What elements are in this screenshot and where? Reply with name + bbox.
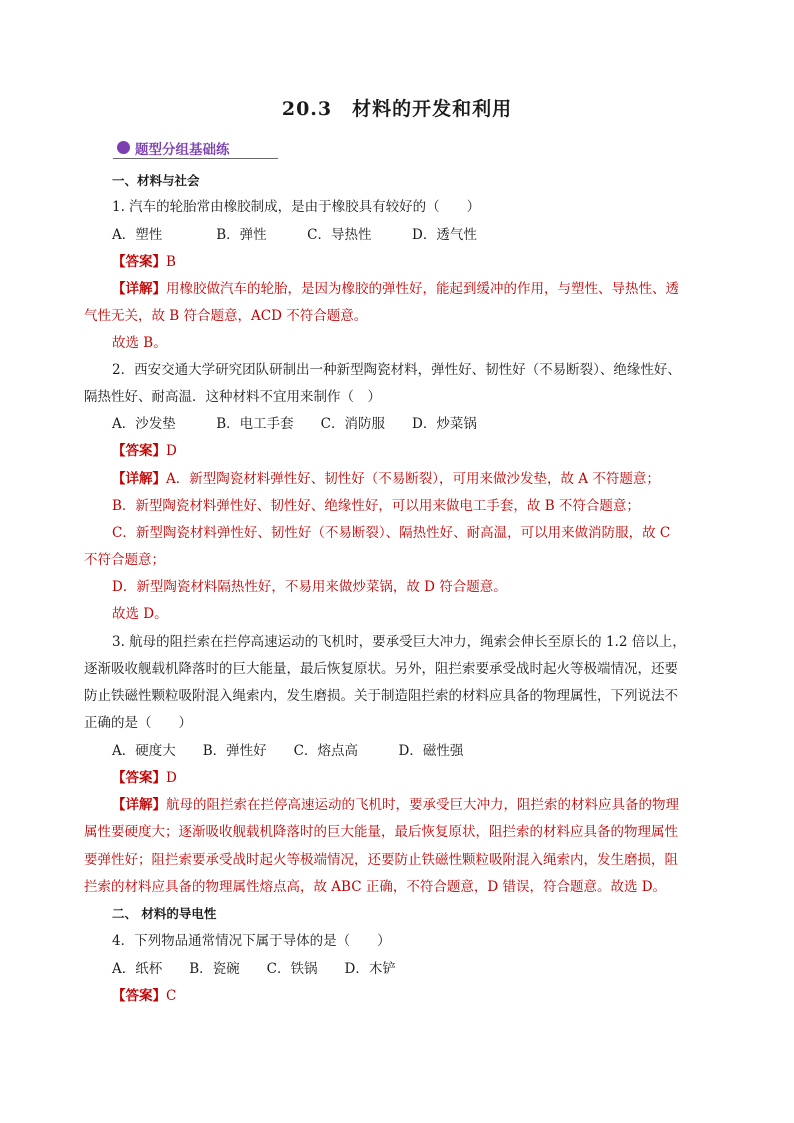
q2-stem-1: 2．西安交通大学研究团队研制出一种新型陶瓷材料，弹性好、韧性好（不易断裂）、绝缘性好、 [112,362,681,378]
answer-value: C [166,988,177,1004]
answer-value: D [166,770,177,786]
detail-text: 航母的阻拦索在拦停高速运动的飞机时，要承受巨大冲力，阻拦索的材料应具备的物理 [166,797,679,813]
q1-detail-2: 气性无关，故 B 符合题意，ACD 不符合题意。 [84,308,368,324]
q1-detail-1 [112,280,794,298]
q2-stem-2: 隔热性好、耐高温．这种材料不宜用来制作（ ） [84,389,381,405]
answer-tag: 【答案】 [112,443,166,459]
q2-detail-1 [112,470,794,488]
q2-detail-3: C．新型陶瓷材料弹性好、韧性好（不易断裂）、隔热性好、耐高温，可以用来做消防服，故 C [112,525,671,541]
q2-detail-4: 不符合题意； [84,552,165,568]
detail-tag: 【详解】 [112,471,166,487]
answer-tag: 【答案】 [112,254,166,270]
q3-options: A．硬度大 B．弹性好 C．熔点高 D．磁性强 [112,743,464,759]
q4-stem: 4．下列物品通常情况下属于导体的是（ ） [112,933,391,949]
banner-label: 题型分组基础练 [135,142,230,158]
q4-options: A．纸杯 B．瓷碗 C．铁锅 D．木铲 [112,961,396,977]
q3-detail-1 [112,796,794,814]
q3-stem-3: 防止铁磁性颗粒吸附混入绳索内，发生磨损。关于制造阻拦索的材料应具备的物理属性，下列说法不 [84,688,678,704]
answer-value: D [166,443,177,459]
q3-detail-3: 要弹性好；阻拦索要承受战时起火等极端情况，还要防止铁磁性颗粒吸附混入绳索内，发生磨损，阻 [84,852,678,868]
q2-detail-5: D．新型陶瓷材料隔热性好，不易用来做炒菜锅，故 D 符合题意。 [112,579,507,595]
q1-detail-3: 故选 B。 [112,335,167,351]
section-heading-2: 二、 材料的导电性 [112,906,217,921]
q3-answer [112,769,794,787]
q3-detail-2: 属性要硬度大；逐渐吸收舰载机降落时的巨大能量，最后恢复原状，阻拦索的材料应具备的物理属性 [84,824,678,840]
q2-options: A．沙发垫 B．电工手套 C．消防服 D．炒菜锅 [112,416,477,432]
q3-detail-4: 拦索的材料应具备的物理属性熔点高，故 ABC 正确，不符合题意，D 错误，符合题意。故选 D。 [84,879,667,895]
detail-text: 用橡胶做汽车的轮胎，是因为橡胶的弹性好，能起到缓冲的作用，与塑性、导热性、透 [166,281,679,297]
section-banner [113,138,278,159]
answer-value: B [166,254,176,270]
detail-text: A．新型陶瓷材料弹性好、韧性好（不易断裂），可用来做沙发垫，故 A 不符题意； [166,471,660,487]
page-title: 20.3 材料的开发和利用 [281,98,513,120]
q3-stem-2: 逐渐吸收舰载机降落时的巨大能量，最后恢复原状。另外，阻拦索要承受战时起火等极端情况，还要 [84,661,678,677]
answer-tag: 【答案】 [112,988,166,1004]
q3-stem-4: 正确的是（ ） [84,715,192,731]
q3-stem-1: 3. 航母的阻拦索在拦停高速运动的飞机时，要承受巨大冲力，绳索会伸长至原长的 1.2 倍以上， [112,634,686,650]
answer-tag: 【答案】 [112,770,166,786]
q2-detail-6: 故选 D。 [112,606,168,622]
q4-answer [112,987,794,1005]
q1-stem: 1. 汽车的轮胎常由橡胶制成，是由于橡胶具有较好的（ ） [112,199,481,215]
section-heading-1: 一、材料与社会 [112,173,200,188]
q2-answer [112,442,794,460]
q1-answer [112,253,794,271]
q1-options: A．塑性 B．弹性 C．导热性 D．透气性 [112,227,477,243]
q2-detail-2: B．新型陶瓷材料弹性好、韧性好、绝缘性好，可以用来做电工手套，故 B 不符合题意； [112,498,640,514]
bullet-icon [117,141,130,154]
detail-tag: 【详解】 [112,797,166,813]
detail-tag: 【详解】 [112,281,166,297]
